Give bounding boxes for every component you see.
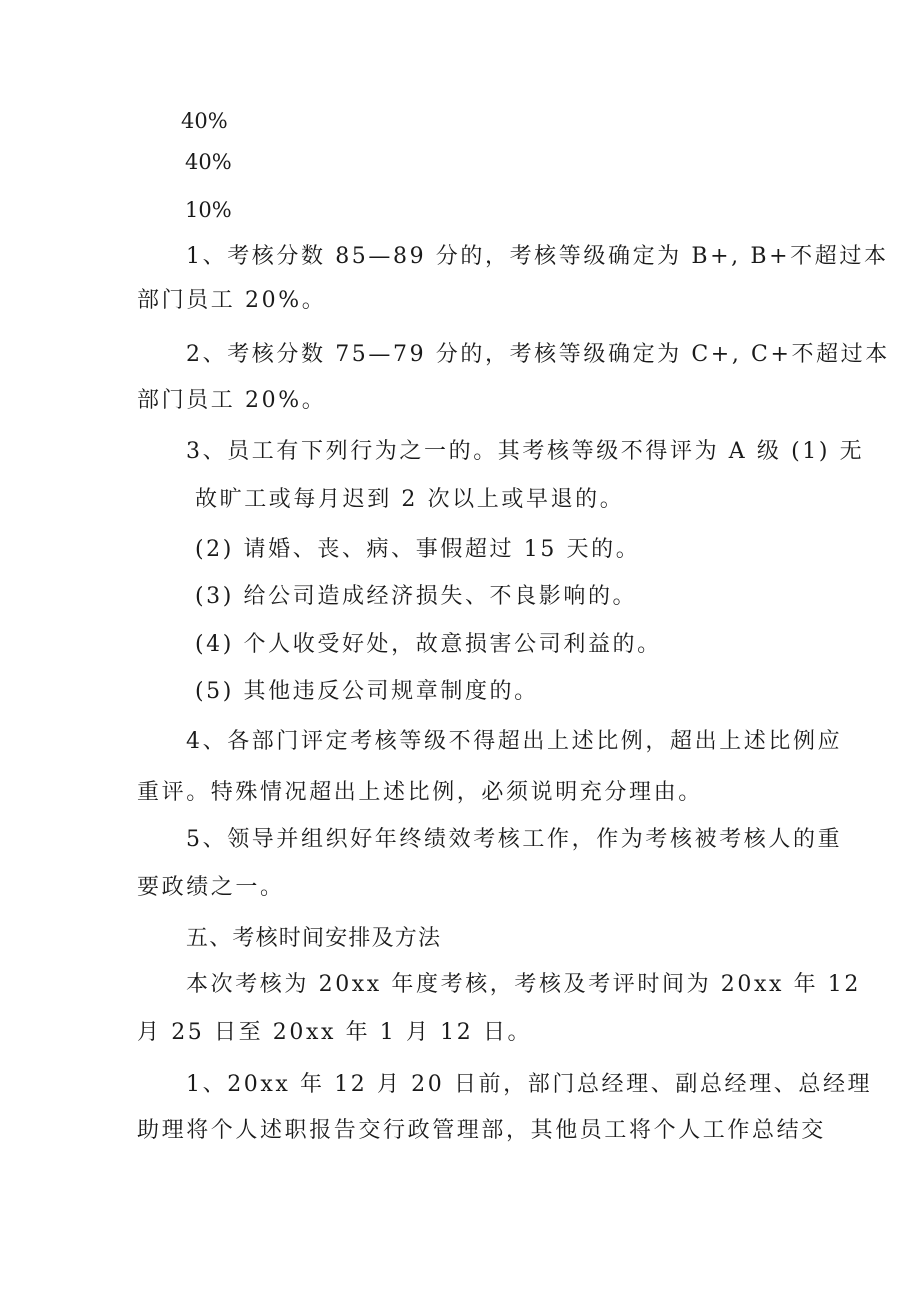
section5-heading: 五、考核时间安排及方法 — [186, 926, 442, 951]
item1-line2: 部门员工 20%。 — [137, 288, 327, 313]
item3-sub2: (2) 请婚、丧、病、事假超过 15 天的。 — [195, 537, 641, 562]
section5-para-line1: 本次考核为 20xx 年度考核，考核及考评时间为 20xx 年 12 — [186, 972, 861, 997]
item1-line1: 1、考核分数 85—89 分的，考核等级确定为 B+, B+不超过本 — [186, 244, 889, 269]
item3-line2: 故旷工或每月迟到 2 次以上或早退的。 — [195, 487, 625, 512]
percent-line-2: 40% — [185, 150, 232, 174]
item5-line2: 要政绩之一。 — [137, 875, 285, 900]
section5-para-line2: 月 25 日至 20xx 年 1 月 12 日。 — [137, 1020, 533, 1045]
section5-item1-line2: 助理将个人述职报告交行政管理部，其他员工将个人工作总结交 — [137, 1118, 826, 1143]
percent-line-1: 40% — [181, 109, 228, 133]
item4-line2: 重评。特殊情况超出上述比例，必须说明充分理由。 — [137, 780, 703, 805]
item3-line1: 3、员工有下列行为之一的。其考核等级不得评为 A 级 (1) 无 — [186, 439, 865, 464]
item4-line1: 4、各部门评定考核等级不得超出上述比例，超出上述比例应 — [186, 729, 843, 754]
item3-sub5: (5) 其他违反公司规章制度的。 — [195, 679, 539, 704]
section5-item1-line1: 1、20xx 年 12 月 20 日前，部门总经理、副总经理、总经理 — [186, 1072, 873, 1097]
item2-line2: 部门员工 20%。 — [137, 388, 327, 413]
item3-sub3: (3) 给公司造成经济损失、不良影响的。 — [195, 584, 638, 609]
percent-line-3: 10% — [185, 198, 232, 222]
item3-sub4: (4) 个人收受好处，故意损害公司利益的。 — [195, 632, 662, 657]
item5-line1: 5、领导并组织好年终绩效考核工作，作为考核被考核人的重 — [186, 827, 843, 852]
item2-line1: 2、考核分数 75—79 分的，考核等级确定为 C+, C+不超过本 — [186, 342, 890, 367]
